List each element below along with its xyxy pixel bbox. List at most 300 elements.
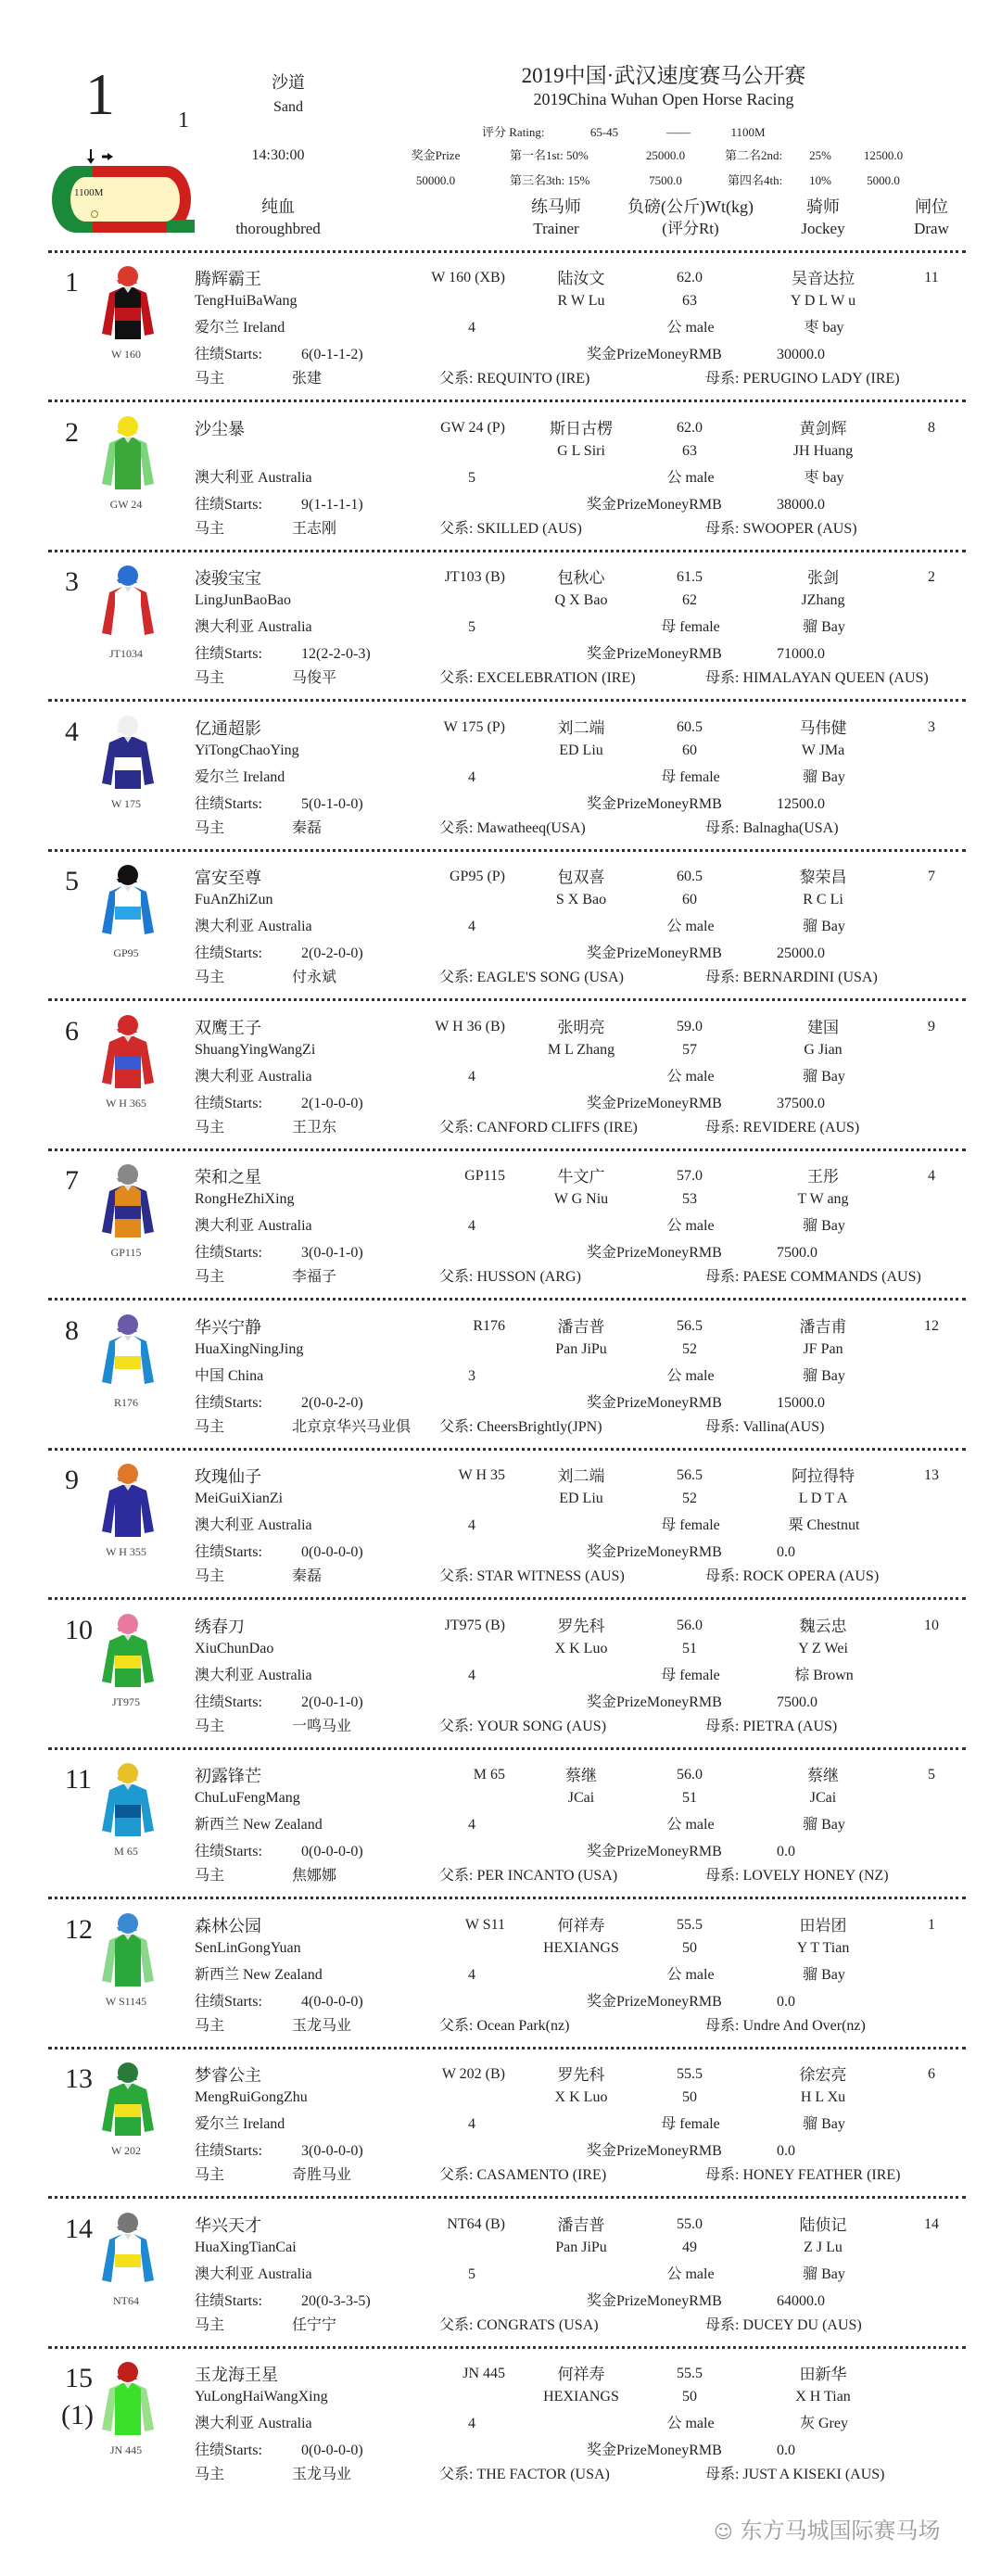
- sex: 公 male: [666, 2265, 715, 2282]
- rating: 49: [682, 2239, 697, 2255]
- trainer-en: Pan JiPu: [555, 1340, 607, 1357]
- prize-money-label: 奖金PrizeMoneyRMB: [587, 496, 722, 513]
- dam: [705, 671, 929, 686]
- horse-name-en: SenLinGongYuan: [195, 1939, 301, 1956]
- race-entry: [0, 1450, 1001, 1599]
- coat-color: 骝 Bay: [803, 919, 845, 934]
- trainer-cn: 潘吉普: [557, 2215, 605, 2234]
- trainer-en: Pan JiPu: [555, 2239, 607, 2255]
- jockey-cn: 陆侦记: [799, 2215, 847, 2234]
- horse-name-en: ShuangYingWangZi: [195, 1041, 316, 1058]
- owner-label: 马主: [195, 670, 225, 686]
- sire: [439, 2168, 606, 2183]
- horse-name-cn: 玉龙海王星: [195, 2366, 278, 2384]
- country: 澳大利亚 Australia: [195, 1517, 312, 1533]
- horse-name-en: MeiGuiXianZi: [195, 1491, 284, 1506]
- starts-value: 3(0-0-1-0): [301, 1245, 363, 1261]
- owner-label: 马主: [195, 1269, 225, 1285]
- race-entry: [0, 402, 1001, 552]
- owner-name: 玉龙马业: [292, 2467, 352, 2482]
- horse-name-en: FuAnZhiZun: [195, 892, 273, 907]
- dam: [705, 821, 839, 836]
- jockey-silks-icon: [93, 715, 163, 794]
- dam: [705, 1869, 889, 1884]
- sire-label: 父系:: [439, 2316, 474, 2333]
- sex: 公 male: [666, 2416, 715, 2431]
- country: 爱尔兰 Ireland: [195, 320, 285, 336]
- dam-name: REVIDERE (AUS): [742, 1119, 860, 1136]
- trainer-cn: 潘吉普: [557, 1317, 605, 1336]
- horse-code: JT975 (B): [444, 1617, 505, 1633]
- horse-number: 4: [65, 716, 79, 747]
- dam-name: PIETRA (AUS): [742, 1718, 838, 1734]
- horse-name-en: RongHeZhiXing: [195, 1191, 295, 1207]
- jockey-silks-icon: [93, 1613, 163, 1693]
- track-distance-label: 1100M: [74, 187, 104, 198]
- dam: [705, 522, 857, 537]
- weight: 55.5: [677, 2366, 703, 2381]
- fourth-pct: 10%: [809, 173, 831, 187]
- sire: [439, 2468, 610, 2482]
- coat-color: 棕 Brown: [794, 1667, 854, 1683]
- starts-value: 2(0-2-0-0): [301, 945, 363, 961]
- draw: 4: [928, 1168, 935, 1184]
- race-number: 1: [85, 61, 115, 127]
- surface-en: Sand: [273, 99, 303, 115]
- horse-name-cn: 亿通超影: [195, 718, 261, 738]
- age: 3: [468, 1367, 475, 1384]
- sire: [439, 1270, 581, 1285]
- country: 澳大利亚 Australia: [195, 1068, 312, 1085]
- sex: 公 male: [666, 919, 715, 934]
- starts-label: 往绩Starts:: [195, 1694, 262, 1710]
- horse-number: 14: [65, 2213, 93, 2244]
- jockey-cn: 吴音达拉: [792, 270, 855, 287]
- country: 新西兰 New Zealand: [195, 1817, 323, 1833]
- second-pct: 25%: [809, 148, 831, 162]
- sire-name: CASAMENTO (IRE): [476, 2167, 607, 2183]
- sire-name: THE FACTOR (USA): [476, 2467, 610, 2482]
- starts-value: 5(0-1-0-0): [301, 795, 363, 812]
- owner-name: 玉龙马业: [292, 2017, 352, 2034]
- age: 4: [468, 2116, 475, 2132]
- silk-code: NT64: [113, 2293, 139, 2307]
- sex: 母 female: [661, 768, 720, 785]
- jockey-silks-icon: [93, 265, 163, 345]
- breed-en: thoroughbred: [235, 220, 321, 237]
- starts-label: 往绩Starts:: [195, 2292, 262, 2309]
- sex: 公 male: [666, 1817, 715, 1833]
- jockey-cn: 蔡继: [807, 1767, 839, 1784]
- prize-money-label: 奖金PrizeMoneyRMB: [587, 1095, 722, 1111]
- owner-name: 王志刚: [292, 520, 337, 537]
- prize-money-label: 奖金PrizeMoneyRMB: [587, 795, 722, 812]
- starts-label: 往绩Starts:: [195, 1544, 262, 1560]
- jockey-silks-icon: [93, 864, 163, 944]
- sire: [439, 821, 586, 836]
- jockey-en: JZhang: [801, 592, 845, 608]
- trainer-cn: 罗先科: [557, 2066, 605, 2084]
- jockey-en: G Jian: [804, 1041, 843, 1058]
- weight: 56.0: [677, 1617, 703, 1633]
- owner-name: 任宁宁: [292, 2316, 337, 2333]
- prize-money-label: 奖金PrizeMoneyRMB: [587, 2443, 722, 2458]
- sire-name: YOUR SONG (AUS): [476, 1718, 607, 1734]
- age: 4: [468, 1966, 475, 1983]
- country: 爱尔兰 Ireland: [195, 768, 285, 785]
- weight: 56.5: [677, 1317, 703, 1334]
- horse-code: GP95 (P): [449, 869, 505, 884]
- race-entry: [0, 1600, 1001, 1749]
- sire-label: 父系:: [439, 1269, 474, 1285]
- horse-code: JT103 (B): [444, 569, 505, 585]
- jockey-en: T W ang: [797, 1191, 849, 1207]
- col-trainer-en: Trainer: [533, 220, 579, 237]
- col-draw-en: Draw: [914, 220, 949, 237]
- sex: 母 female: [661, 1667, 720, 1683]
- coat-color: 枣 bay: [804, 320, 844, 336]
- draw: 1: [928, 1916, 935, 1933]
- sire: [439, 1719, 606, 1734]
- dam: [705, 2318, 862, 2333]
- sex: 母 female: [661, 619, 720, 635]
- rating: 52: [682, 1340, 697, 1357]
- weight: 62.0: [677, 419, 703, 436]
- prize-money-label: 奖金PrizeMoneyRMB: [587, 2292, 722, 2309]
- sire-label: 父系:: [439, 1568, 474, 1584]
- second-prize: 12500.0: [863, 148, 904, 162]
- silk-code: JT975: [112, 1694, 140, 1708]
- dam-name: LOVELY HONEY (NZ): [742, 1868, 889, 1884]
- sire-name: CANFORD CLIFFS (IRE): [476, 1119, 638, 1136]
- weight: 55.5: [677, 2066, 703, 2082]
- owner-name: 一鸣马业: [292, 1718, 352, 1734]
- horse-name-cn: 华兴天才: [195, 2215, 261, 2235]
- trainer-cn: 牛文广: [557, 1168, 605, 1186]
- owner-name: 秦磊: [292, 1568, 323, 1584]
- col-weight-cn: 负磅(公斤)Wt(kg): [627, 197, 754, 216]
- starts-label: 往绩Starts:: [195, 1844, 262, 1859]
- owner-label: 马主: [195, 1119, 225, 1136]
- race-entry: [0, 1749, 1001, 1898]
- sex: 公 male: [666, 320, 715, 336]
- country: 澳大利亚 Australia: [195, 1667, 312, 1683]
- owner-label: 马主: [195, 2167, 225, 2183]
- sex: 公 male: [666, 1218, 715, 1234]
- sire-label: 父系:: [439, 2467, 474, 2482]
- dam: [705, 2168, 901, 2183]
- horse-name-en: ChuLuFengMang: [195, 1790, 300, 1806]
- owner-name: 付永斌: [292, 970, 337, 985]
- country: 澳大利亚 Australia: [195, 2265, 312, 2282]
- owner-label: 马主: [195, 1718, 225, 1734]
- sire-label: 父系:: [439, 1418, 474, 1435]
- dam-name: HONEY FEATHER (IRE): [742, 2167, 901, 2183]
- age: 4: [468, 1068, 475, 1085]
- rating-dash: ——: [666, 125, 691, 139]
- sire-label: 父系:: [439, 371, 474, 387]
- age: 4: [468, 1218, 475, 1234]
- sire-name: STAR WITNESS (AUS): [476, 1568, 625, 1584]
- horse-number: 15: [65, 2363, 93, 2393]
- silk-code: R176: [113, 1395, 139, 1409]
- jockey-silks-icon: [93, 1912, 163, 1992]
- trainer-cn: 何祥寿: [557, 1916, 605, 1935]
- rating: 63: [682, 442, 697, 459]
- sire-label: 父系:: [439, 819, 474, 836]
- coat-color: 骝 Bay: [803, 1218, 845, 1234]
- race-entry: [0, 1150, 1001, 1300]
- sire-name: Mawatheeq(USA): [476, 819, 586, 836]
- jockey-en: W JMa: [801, 742, 845, 758]
- prize-total: 50000.0: [415, 173, 456, 187]
- starts-label: 往绩Starts:: [195, 1245, 262, 1261]
- jockey-en: JCai: [809, 1790, 837, 1806]
- race-entry: [0, 1301, 1001, 1450]
- prize-money-label: 奖金PrizeMoneyRMB: [587, 1394, 722, 1411]
- jockey-silks-icon: [93, 2361, 163, 2441]
- col-jockey-cn: 骑师: [806, 197, 840, 216]
- prize-money-value: 38000.0: [777, 496, 825, 513]
- sire-name: PER INCANTO (USA): [476, 1868, 618, 1884]
- horse-name-cn: 荣和之星: [195, 1168, 261, 1186]
- coat-color: 骝 Bay: [803, 619, 845, 635]
- prize-money-label: 奖金PrizeMoneyRMB: [587, 1245, 722, 1261]
- draw: 9: [928, 1018, 935, 1034]
- silk-code: JN 445: [109, 2443, 143, 2456]
- sire: [439, 372, 589, 387]
- jockey-cn: 徐宏亮: [799, 2066, 847, 2084]
- owner-label: 马主: [195, 520, 225, 537]
- jockey-cn: 田岩团: [799, 1916, 847, 1935]
- dam: [705, 1420, 824, 1435]
- dam-name: SWOOPER (AUS): [742, 520, 857, 537]
- sire-label: 父系:: [439, 670, 474, 686]
- sire-name: SKILLED (AUS): [476, 520, 582, 537]
- jockey-en: JF Pan: [803, 1340, 843, 1357]
- col-jockey-en: Jockey: [801, 220, 845, 237]
- owner-name: 王卫东: [292, 1119, 337, 1136]
- trainer-cn: 刘二端: [557, 1467, 605, 1485]
- prize-money-value: 0.0: [777, 2143, 795, 2159]
- prize-money-value: 0.0: [777, 2443, 795, 2458]
- country: 澳大利亚 Australia: [195, 1218, 312, 1234]
- race-title-cn: 2019中国·武汉速度赛马公开赛: [521, 64, 806, 87]
- trainer-en: HEXIANGS: [543, 1939, 619, 1956]
- wechat-icon: ☺: [714, 2520, 733, 2543]
- horse-name-cn: 沙尘暴: [195, 419, 245, 438]
- sex: 公 male: [666, 1068, 715, 1085]
- fourth-label: 第四名4th:: [728, 173, 783, 187]
- draw: 5: [928, 1767, 935, 1783]
- horse-number: 2: [65, 416, 79, 448]
- prize-money-label: 奖金PrizeMoneyRMB: [587, 1993, 722, 2010]
- prize-money-value: 7500.0: [777, 1694, 817, 1710]
- age: 4: [468, 320, 475, 336]
- rating-range: 65-45: [589, 125, 619, 139]
- horse-code: W S11: [464, 1916, 505, 1933]
- horse-code: NT64 (B): [447, 2215, 505, 2232]
- trainer-cn: 张明亮: [557, 1018, 605, 1036]
- horse-number: 7: [65, 1165, 79, 1196]
- dam: [705, 1121, 859, 1136]
- dam: [705, 1719, 837, 1734]
- jockey-silks-icon: [93, 415, 163, 495]
- draw: 2: [928, 569, 935, 585]
- sire-name: CONGRATS (USA): [476, 2316, 599, 2333]
- dam-name: PERUGINO LADY (IRE): [742, 371, 900, 387]
- jockey-cn: 王彤: [807, 1168, 839, 1186]
- jockey-silks-icon: [93, 1762, 163, 1842]
- horse-number: 9: [65, 1465, 79, 1495]
- sex: 母 female: [661, 2116, 720, 2132]
- prize-money-value: 0.0: [777, 1844, 795, 1859]
- coat-color: 骝 Bay: [803, 768, 845, 785]
- horse-number: 8: [65, 1314, 79, 1346]
- country: 澳大利亚 Australia: [195, 919, 312, 934]
- jockey-cn: 张剑: [807, 569, 839, 587]
- dam-name: Undre And Over(nz): [742, 2017, 866, 2034]
- horse-name-en: YuLongHaiWangXing: [195, 2389, 328, 2405]
- starts-value: 0(0-0-0-0): [301, 1544, 363, 1560]
- silk-code: GP95: [113, 946, 139, 959]
- trainer-cn: 陆汝文: [557, 270, 605, 287]
- dam-name: ROCK OPERA (AUS): [742, 1568, 880, 1584]
- weight: 60.5: [677, 869, 703, 884]
- horse-number: 10: [65, 1614, 93, 1645]
- prize-money-value: 71000.0: [777, 646, 825, 662]
- horse-sub-number: (1): [61, 2400, 94, 2430]
- jockey-en: X H Tian: [795, 2389, 851, 2405]
- dam: [705, 2468, 885, 2482]
- starts-label: 往绩Starts:: [195, 496, 262, 513]
- dam-label: 母系:: [705, 970, 740, 985]
- rating: 51: [682, 1790, 697, 1806]
- jockey-cn: 马伟健: [799, 718, 847, 737]
- fourth-prize: 5000.0: [867, 173, 900, 187]
- owner-name: 秦磊: [292, 819, 323, 836]
- rating: 51: [682, 1640, 697, 1656]
- horse-number: 5: [65, 866, 79, 896]
- race-title-en: 2019China Wuhan Open Horse Racing: [533, 90, 794, 108]
- horse-name-en: HuaXingTianCai: [195, 2239, 297, 2255]
- silk-code: W 202: [110, 2144, 142, 2157]
- weight: 60.5: [677, 718, 703, 735]
- horse-name-en: HuaXingNingJing: [195, 1340, 304, 1357]
- dam-label: 母系:: [705, 1868, 740, 1884]
- draw: 6: [928, 2066, 935, 2082]
- sire-name: EAGLE'S SONG (USA): [476, 970, 624, 985]
- sex: 公 male: [666, 469, 715, 486]
- jockey-silks-icon: [93, 1163, 163, 1243]
- sire: [439, 1569, 625, 1584]
- silk-code: M 65: [114, 1845, 138, 1858]
- prize-money-value: 15000.0: [777, 1394, 825, 1411]
- owner-label: 马主: [195, 819, 225, 836]
- sire: [439, 2318, 599, 2333]
- age: 5: [468, 619, 475, 635]
- starts-value: 2(1-0-0-0): [301, 1095, 363, 1111]
- trainer-cn: 蔡继: [565, 1767, 597, 1784]
- horse-name-cn: 富安至尊: [195, 869, 261, 887]
- trainer-cn: 斯日古楞: [550, 419, 613, 438]
- prize-money-value: 0.0: [777, 1993, 795, 2010]
- race-entry: [0, 702, 1001, 851]
- trainer-en: JCai: [567, 1790, 595, 1806]
- age: 4: [468, 919, 475, 934]
- horse-name-en: YiTongChaoYing: [195, 742, 299, 758]
- silk-code: W 175: [110, 796, 142, 810]
- jockey-cn: 魏云忠: [799, 1617, 847, 1635]
- second-label: 第二名2nd:: [725, 148, 783, 162]
- age: 4: [468, 1667, 475, 1683]
- prize-money-label: 奖金PrizeMoneyRMB: [587, 347, 722, 362]
- horse-name-cn: 腾辉霸王: [195, 270, 261, 288]
- sire: [439, 971, 624, 985]
- prize-money-label: 奖金PrizeMoneyRMB: [587, 1544, 722, 1560]
- owner-label: 马主: [195, 1418, 225, 1435]
- horse-number: 6: [65, 1015, 79, 1047]
- draw: 10: [924, 1617, 939, 1633]
- trainer-en: S X Bao: [555, 892, 607, 907]
- trainer-en: R W Lu: [557, 293, 605, 309]
- coat-color: 骝 Bay: [803, 1817, 845, 1833]
- starts-value: 2(0-0-2-0): [301, 1394, 363, 1411]
- jockey-en: Y T Tian: [796, 1939, 850, 1956]
- country: 澳大利亚 Australia: [195, 469, 312, 486]
- third-prize: 7500.0: [649, 173, 682, 187]
- weight: 55.0: [677, 2215, 703, 2232]
- owner-label: 马主: [195, 1568, 225, 1584]
- age: 5: [468, 2265, 475, 2282]
- owner-name: 马俊平: [292, 670, 337, 686]
- silk-code: W 160: [110, 348, 142, 361]
- rating: 50: [682, 1939, 697, 1956]
- race-entry: [0, 1899, 1001, 2049]
- weight: 56.5: [677, 1467, 703, 1483]
- col-trainer-cn: 练马师: [531, 197, 581, 216]
- horse-name-cn: 绣春刀: [195, 1617, 245, 1636]
- age: 4: [468, 2416, 475, 2431]
- rating: 60: [682, 892, 697, 907]
- owner-name: 奇胜马业: [292, 2167, 352, 2183]
- rating: 60: [682, 742, 697, 758]
- sire-label: 父系:: [439, 1868, 474, 1884]
- sex: 公 male: [666, 1367, 715, 1384]
- rating-label: 评分 Rating:: [482, 125, 545, 139]
- dam-name: BERNARDINI (USA): [742, 970, 878, 985]
- dam: [705, 1270, 921, 1285]
- trainer-cn: 包双喜: [557, 869, 605, 886]
- weight: 62.0: [677, 270, 703, 286]
- rating: 62: [682, 592, 697, 608]
- dam-name: JUST A KISEKI (AUS): [742, 2467, 885, 2482]
- trainer-en: X K Luo: [554, 2089, 608, 2105]
- jockey-silks-icon: [93, 1463, 163, 1542]
- sire: [439, 1420, 602, 1435]
- prize-money-value: 25000.0: [777, 945, 825, 961]
- prize-money-label: 奖金PrizeMoneyRMB: [587, 1694, 722, 1710]
- dam-label: 母系:: [705, 1568, 740, 1584]
- dam: [705, 372, 900, 387]
- starts-value: 9(1-1-1-1): [301, 496, 363, 513]
- draw: 11: [924, 270, 939, 286]
- dam-label: 母系:: [705, 2316, 740, 2333]
- country: 爱尔兰 Ireland: [195, 2116, 285, 2132]
- prize-money-label: 奖金PrizeMoneyRMB: [587, 2143, 722, 2159]
- draw: 8: [928, 419, 935, 436]
- jockey-silks-icon: [93, 1014, 163, 1094]
